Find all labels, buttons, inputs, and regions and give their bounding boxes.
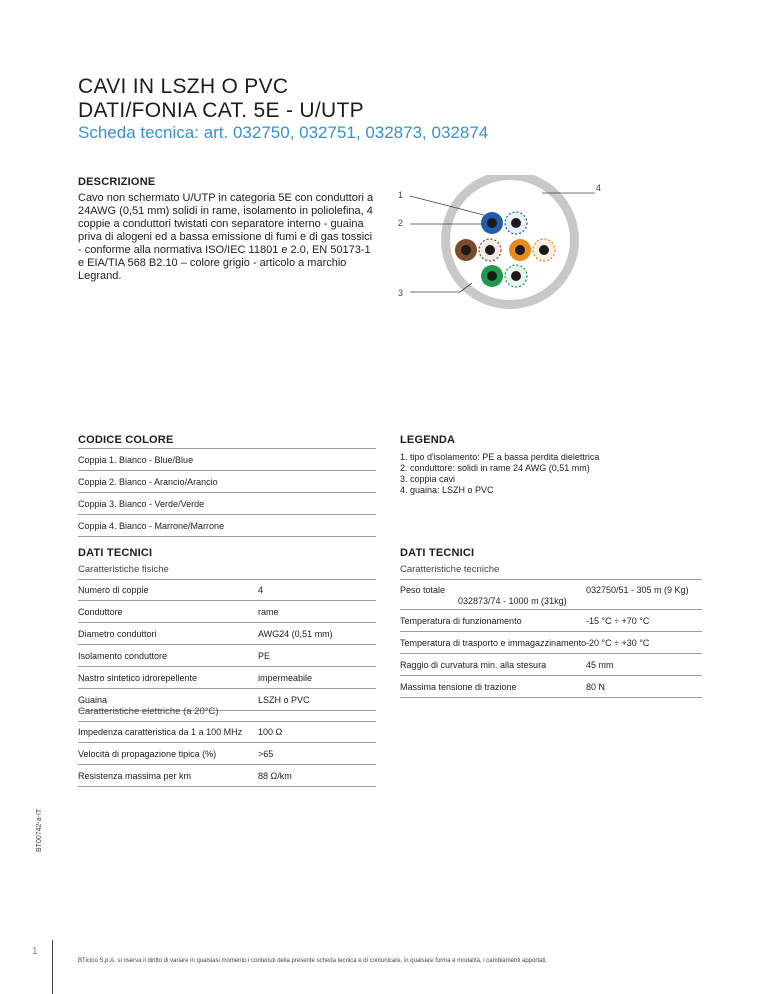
color-code-row <box>78 515 376 537</box>
row-value: 032750/51 - 305 m (9 Kg) <box>586 585 689 595</box>
title-line-2: DATI/FONIA CAT. 5E - U/UTP <box>78 99 364 122</box>
row-label: Peso totale <box>400 585 446 595</box>
row-label: Conduttore <box>78 607 123 617</box>
conductor <box>461 245 471 255</box>
callout-1: 1 <box>398 190 404 200</box>
row-value: rame <box>258 607 279 617</box>
tech-right-heading: DATI TECNICI <box>400 547 475 559</box>
color-code-row <box>78 471 376 493</box>
row-value: -15 °C ÷ +70 °C <box>586 616 650 626</box>
legend-item: 2. conduttore: solidi in rame 24 AWG (0,51 mm) <box>400 463 590 473</box>
page-margin-line <box>52 940 53 994</box>
tech-left-heading: DATI TECNICI <box>78 547 153 559</box>
table-row <box>78 623 376 645</box>
row-label: Nastro sintetico idrorepellente <box>78 673 198 683</box>
legend-item: 1. tipo d'isolamento: PE a bassa perdita dielettrica <box>400 452 600 462</box>
table-row <box>400 676 702 698</box>
row-value: LSZH o PVC <box>258 695 310 705</box>
table-row <box>400 654 702 676</box>
row-value: 100 Ω <box>258 727 283 737</box>
callout-3: 3 <box>398 288 404 298</box>
legend-heading: LEGENDA <box>400 434 456 446</box>
color-code-item: Coppia 4. Bianco - Marrone/Marrone <box>78 521 225 531</box>
conductor <box>539 245 549 255</box>
row-value: 88 Ω/km <box>258 771 292 781</box>
row-label: Temperatura di trasporto e immagazzinamento <box>400 638 587 648</box>
table-row <box>78 579 376 601</box>
table-row <box>78 601 376 623</box>
color-code-item: Coppia 2. Bianco - Arancio/Arancio <box>78 477 218 487</box>
cable-cross-section-diagram <box>380 175 620 315</box>
conductor <box>511 218 521 228</box>
conductor <box>487 218 497 228</box>
row-value: -20 °C ÷ +30 °C <box>586 638 650 648</box>
row-value-secondary: 032873/74 - 1000 m (31kg) <box>458 596 567 606</box>
color-code-table <box>78 448 376 531</box>
row-label: Diametro conduttori <box>78 629 157 639</box>
conductor <box>511 271 521 281</box>
color-code-item: Coppia 3. Bianco - Verde/Verde <box>78 499 205 509</box>
color-code-row <box>78 449 376 471</box>
row-label: Isolamento conduttore <box>78 651 168 661</box>
conductor <box>515 245 525 255</box>
row-label: Velocità di propagazione tipica (%) <box>78 749 217 759</box>
page-number: 1 <box>32 946 38 957</box>
row-label: Massima tensione di trazione <box>400 682 517 692</box>
row-value: 45 mm <box>586 660 614 670</box>
callout-2: 2 <box>398 218 404 228</box>
electrical-subheading: Caratteristiche elettriche (a 20°C) <box>78 706 376 722</box>
conductor <box>487 271 497 281</box>
callout-4: 4 <box>596 183 602 193</box>
document-code: BT00742-a-IT <box>36 808 43 852</box>
physical-subheading: Caratteristiche fisiche <box>78 564 376 580</box>
legend-item: 4. guaina: LSZH o PVC <box>400 485 494 495</box>
table-row <box>78 721 376 743</box>
description-heading: DESCRIZIONE <box>78 176 156 188</box>
conductor <box>485 245 495 255</box>
table-row <box>400 610 702 632</box>
legend-list <box>400 452 599 496</box>
row-label: Guaina <box>78 695 108 705</box>
color-code-row <box>78 493 376 515</box>
row-label: Resistenza massima per km <box>78 771 192 781</box>
row-label: Impedenza caratteristica da 1 a 100 MHz <box>78 727 243 737</box>
row-label: Raggio di curvatura min. alla stesura <box>400 660 547 670</box>
row-label: Temperatura di funzionamento <box>400 616 522 626</box>
footer-note: BTicino S.p.A. si riserva il diritto di variare in qualsiasi momento i contenuti della presente scheda tecnica e di comunicare, in qualsiasi forma e modalità, i cambiamenti apportati. <box>78 958 548 964</box>
legend-item: 3. coppia cavi <box>400 474 456 484</box>
row-value: 80 N <box>586 682 606 692</box>
table-row <box>78 765 376 787</box>
description-text: Cavo non schermato U/UTP in categoria 5E con conduttori a 24AWG (0,51 mm) solidi in rame, isolamento in poliolefina, 4 coppie a conduttori twistati con separatore interno - guaina priva di alogeni ed a bassa emissione di fumi e di gas tossici - conforme alla normativa ISO/IEC 11801 e 2.0, EN 50173-1 e EIA/TIA 568 B2.10 – colore grigio - articolo a marchio Legrand. <box>78 192 374 282</box>
tech-subheading: Caratteristiche tecniche <box>400 564 702 580</box>
row-value: >65 <box>258 749 274 759</box>
table-row <box>78 645 376 667</box>
table-row <box>400 632 702 654</box>
row-label: Numero di coppie <box>78 585 149 595</box>
row-value: impermeabile <box>258 673 313 683</box>
table-row <box>78 743 376 765</box>
table-row <box>78 667 376 689</box>
color-code-heading: CODICE COLORE <box>78 434 174 446</box>
table-row <box>400 579 702 610</box>
row-value: AWG24 (0,51 mm) <box>258 629 333 639</box>
subtitle: Scheda tecnica: art. 032750, 032751, 032873, 032874 <box>78 123 489 142</box>
title-line-1: CAVI IN LSZH O PVC <box>78 75 289 98</box>
color-code-item: Coppia 1. Bianco - Blue/Blue <box>78 455 194 465</box>
row-value: PE <box>258 651 271 661</box>
row-value: 4 <box>258 585 264 595</box>
